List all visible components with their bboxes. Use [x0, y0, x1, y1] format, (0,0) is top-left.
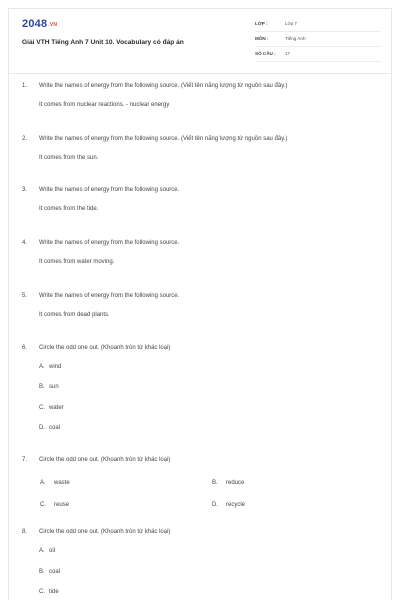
meta-label: LỚP :: [255, 21, 268, 26]
option-a[interactable]: A. wind: [39, 364, 62, 370]
option-b[interactable]: B. reduce: [212, 480, 245, 486]
question-answer: It comes from the tide.: [39, 206, 99, 212]
question-answer: It comes from the sun.: [39, 155, 99, 161]
meta-label: SỐ CÂU :: [255, 51, 276, 56]
question-number: 1.: [22, 83, 28, 89]
question-answer: It comes from nuclear reactions. - nuclear energy: [39, 102, 170, 108]
question-number: 3.: [22, 187, 28, 193]
question-text: Circle the odd one out. (Khoanh tròn từ khác loại): [39, 345, 171, 351]
document-card: [8, 8, 392, 600]
option-c[interactable]: C. reuse: [40, 502, 70, 508]
question-text: Write the names of energy from the following source.: [39, 240, 180, 246]
header-divider: [9, 73, 393, 74]
question-answer: It comes from dead plants.: [39, 312, 110, 318]
document-header: [9, 9, 393, 73]
option-c[interactable]: C. tide: [39, 589, 59, 595]
question-text: Write the names of energy from the following source. (Viết tên năng lượng từ nguồn sau đây.): [39, 136, 288, 142]
question-text: Circle the odd one out. (Khoanh tròn từ khác loại): [39, 529, 171, 535]
meta-row-subject: [255, 33, 381, 47]
meta-value: 17: [285, 51, 291, 56]
question-text: Write the names of energy from the following source.: [39, 187, 180, 193]
question-number: 4.: [22, 240, 28, 246]
meta-value: Lớp 7: [285, 21, 297, 26]
question-number: 2.: [22, 136, 28, 142]
meta-label: MÔN :: [255, 36, 269, 41]
question-text: Write the names of energy from the following source.: [39, 293, 180, 299]
meta-value: Tiếng Anh: [285, 36, 306, 41]
option-b[interactable]: B. sun: [39, 384, 59, 390]
logo-domain: .VN: [48, 22, 58, 28]
meta-row-count: [255, 48, 381, 62]
question-answer: It comes from water moving.: [39, 259, 115, 265]
option-a[interactable]: A. waste: [40, 480, 70, 486]
question-text: Circle the odd one out. (Khoanh tròn từ khác loại): [39, 457, 171, 463]
site-logo[interactable]: [22, 18, 57, 30]
question-number: 8.: [22, 529, 28, 535]
option-d[interactable]: D. recycle: [212, 502, 246, 508]
question-number: 7.: [22, 457, 28, 463]
question-text: Write the names of energy from the following source. (Viết tên năng lượng từ nguồn sau đây.): [39, 83, 288, 89]
question-number: 5.: [22, 293, 28, 299]
question-number: 6.: [22, 345, 28, 351]
logo-text: 2048: [22, 18, 48, 30]
option-b[interactable]: B. coal: [39, 569, 61, 575]
option-d[interactable]: D. coal: [39, 425, 61, 431]
option-c[interactable]: C. water: [39, 405, 64, 411]
page-title: Giải VTH Tiếng Anh 7 Unit 10. Vocabulary có đáp án: [22, 39, 184, 46]
meta-row-class: [255, 18, 381, 32]
option-a[interactable]: A. oil: [39, 548, 56, 554]
